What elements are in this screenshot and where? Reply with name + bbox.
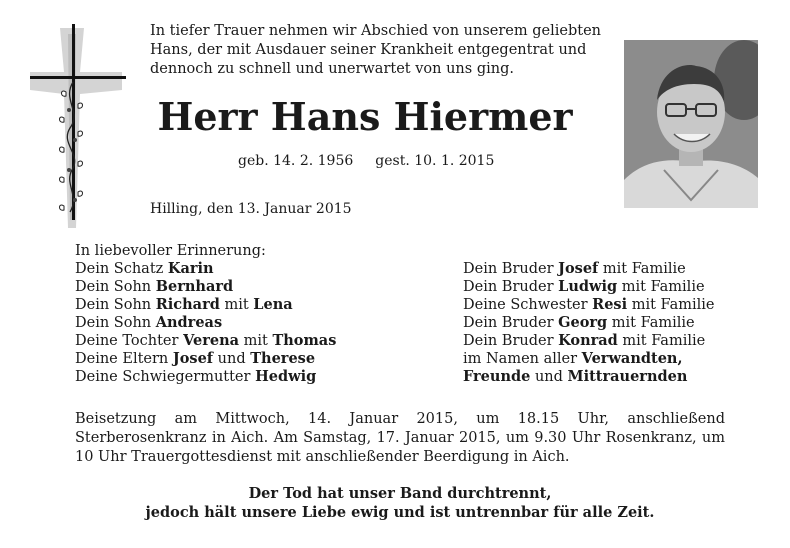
mourner-name: Verwandten, (581, 350, 683, 367)
portrait-photo (624, 40, 758, 208)
motto (75, 484, 725, 522)
mourner-line (463, 350, 715, 368)
mourner-relation: im Namen aller (463, 351, 582, 367)
mourner-name: Richard (155, 296, 220, 313)
intro-text: In tiefer Trauer nehmen wir Abschied von unserem geliebten Hans, der mit Ausdauer seiner Krankheit entgegentrat und dennoch zu schnell und unerwartet von uns ging. (150, 23, 601, 77)
mourner-suffix: mit Familie (607, 315, 695, 331)
mourner-name: Bernhard (155, 278, 234, 295)
mourner-name: Hedwig (255, 368, 317, 385)
mourner-suffix: mit Familie (627, 297, 715, 313)
mourner-name: Ludwig (558, 278, 618, 295)
life-dates (238, 152, 494, 170)
death-date: gest. 10. 1. 2015 (375, 153, 495, 169)
mourners-left-column (75, 242, 336, 386)
mourner-partner-name: Therese (250, 350, 316, 367)
mourner-connector: mit (219, 297, 254, 313)
mourner-relation: Dein Sohn (75, 297, 156, 313)
mourner-relation: Dein Bruder (463, 279, 559, 295)
mourner-line (463, 314, 715, 332)
mourner-line (75, 332, 336, 350)
burial-text: Beisetzung am Mittwoch, 14. Januar 2015, um 18.15 Uhr, anschließend Sterberosenkranz in Aich. Am Samstag, 17. Januar 2015, um 9.30 Uhr Rosenkranz, um 10 Uhr Trauergottesdienst mit anschließender Beerdigung in Aich. (75, 411, 725, 465)
mourner-suffix: mit Familie (617, 333, 706, 349)
mourner-name: Mittrauernden (567, 368, 688, 385)
mourner-line (463, 368, 715, 386)
portrait-figure (624, 40, 758, 208)
deceased-name: Herr Hans Hiermer (157, 94, 573, 139)
motto-line-2: jedoch hält unsere Liebe ewig und ist untrennbar für alle Zeit. (145, 504, 655, 521)
birth-date: geb. 14. 2. 1956 (238, 153, 354, 169)
mourner-relation: Deine Schwiegermutter (75, 369, 256, 385)
mourner-name: Josef (172, 350, 214, 367)
mourner-line (75, 350, 336, 368)
mourner-line (75, 296, 336, 314)
mourner-relation: Deine Eltern (75, 351, 173, 367)
mourner-relation: Deine Tochter (75, 333, 184, 349)
mourner-line (75, 278, 336, 296)
mourner-connector: und (213, 351, 251, 367)
mourner-line (463, 296, 715, 314)
mourner-relation: Dein Bruder (463, 333, 559, 349)
mourner-partner-name: Lena (253, 296, 293, 313)
mourner-connector: mit (239, 333, 273, 349)
mourner-name: Freunde (463, 368, 531, 385)
mourner-relation: Dein Sohn (75, 315, 156, 331)
mourner-relation: Dein Sohn (75, 279, 156, 295)
mourner-line (463, 278, 715, 296)
cross-with-vine-icon (22, 20, 132, 230)
memory-heading: In liebevoller Erinnerung: (75, 243, 266, 259)
mourner-partner-name: Thomas (272, 332, 337, 349)
mourner-connector: und (530, 369, 568, 385)
mourner-name: Georg (558, 314, 608, 331)
mourner-line (75, 314, 336, 332)
mourner-relation: Dein Schatz (75, 261, 168, 277)
mourner-suffix: mit Familie (598, 261, 686, 277)
mourner-name: Verena (183, 332, 240, 349)
mourner-name: Karin (167, 260, 214, 277)
mourner-name: Konrad (558, 332, 618, 349)
mourner-relation: Dein Bruder (463, 315, 559, 331)
mourner-name: Resi (592, 296, 628, 313)
mourner-name: Josef (558, 260, 599, 277)
mourner-line (463, 332, 715, 350)
mourner-line (463, 260, 715, 278)
mourners-right-column (463, 260, 715, 386)
place-date: Hilling, den 13. Januar 2015 (150, 201, 352, 217)
mourner-suffix: mit Familie (617, 279, 705, 295)
motto-line-1: Der Tod hat unser Band durchtrennt, (248, 485, 552, 502)
mourner-line (75, 368, 336, 386)
mourner-relation: Deine Schwester (463, 297, 593, 313)
mourner-relation: Dein Bruder (463, 261, 559, 277)
mourner-name: Andreas (155, 314, 223, 331)
mourner-line (75, 260, 336, 278)
